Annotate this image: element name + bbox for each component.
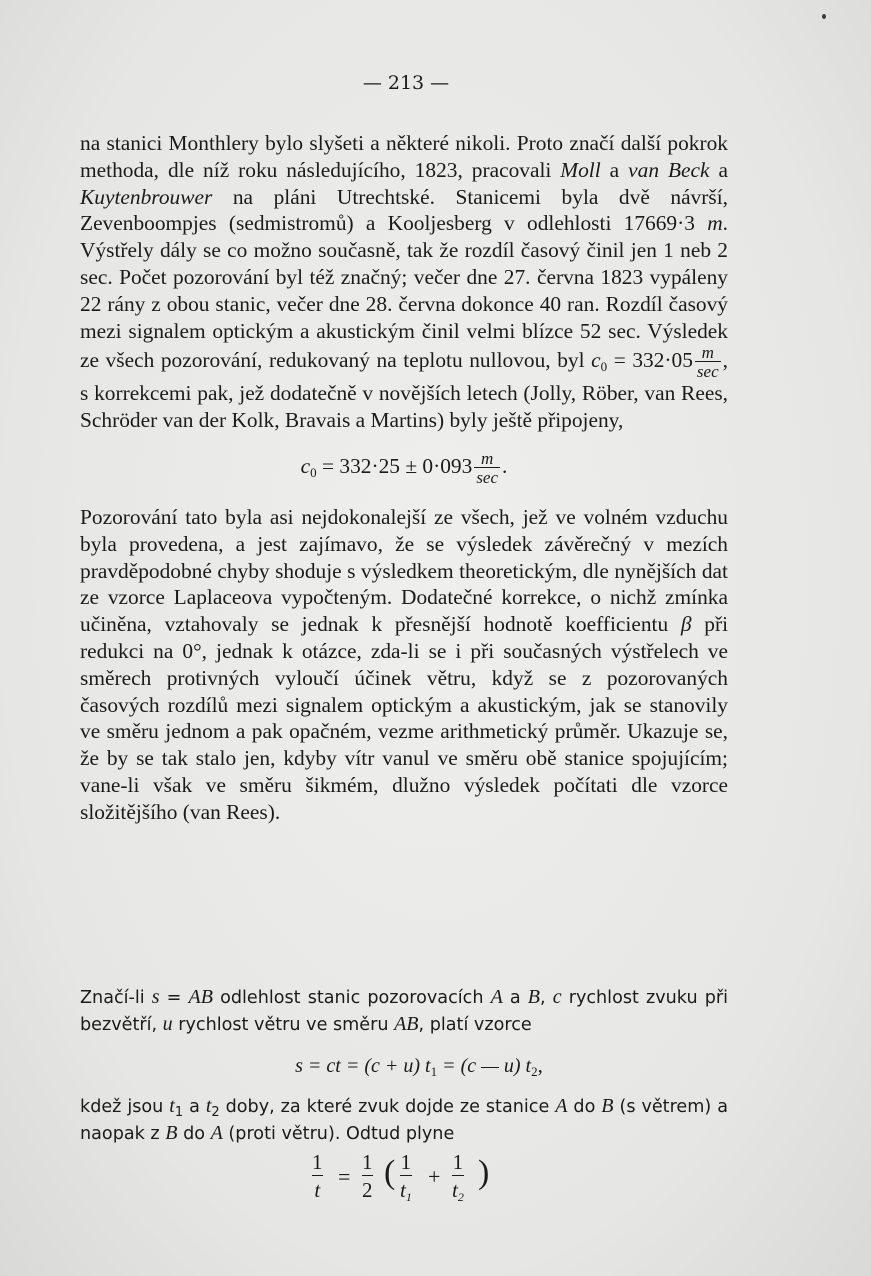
small-paragraph-2: kdež jsou $t_1$ a $t_2$ doby, za které zvuk dojde ze stanice A do B (s větrem) a naopak z B do A (proti větru). Odtud plyne bbox=[80, 1095, 728, 1144]
unit-symbol: m bbox=[707, 211, 723, 236]
inline-fraction: $\frac{m}{\sec}$ bbox=[696, 343, 719, 382]
author-name: Moll bbox=[560, 157, 601, 182]
right-paren: ) bbox=[478, 1154, 490, 1191]
paragraph-2: Pozorování tato byla asi nejdokonalejší ze všech, jež ve volném vzduchu byla provedena, a jest zajímavo, že se výsledek závěrečný v mezích pravděpodobné chyby shoduje s výsledkem theoretickým, dle nynějších dat ze vzorce Laplaceova vypočteným. Dodatečné korrekce, o nichž zmínka učiněna, vztahovaly se jednak k přesnější hodnotě koefficientu β při redukci na 0°, jednak k otázce, zda-li se i při současných výstřelech ve směrech protivných vyloučí účinek větru, když se z pozorovaných časových rozdílů mezi signalem optickým a akustickým, jak se stanovily ve směru jednom a pak opačném, vezme arithmetický průměr. Ukazuje se, že by se tak stalo jen, kdyby vítr vanul ve směru obě stanice spojujícím; vane-li však ve směru šikmém, dlužno výsledek počítati dle vzorce složitějšího (van Rees). bbox=[80, 504, 729, 824]
final-equation bbox=[300, 1150, 540, 1210]
fraction-1-over-t2: 1 $t_2$ bbox=[452, 1150, 464, 1204]
author-name: van Beck bbox=[628, 157, 710, 182]
small-paragraph-1: Značí-li s = AB odlehlost stanic pozorovacích A a B, c rychlost zvuku při bezvětří, u rychlost větru ve směru AB, platí vzorce bbox=[80, 986, 728, 1035]
equals-sign: = bbox=[338, 1164, 351, 1189]
author-name: Kuytenbrouwer bbox=[80, 184, 213, 209]
fraction-1-over-2: 1 2 bbox=[362, 1150, 373, 1202]
equation-s-ct: s = ct = (c + u) $t_1 = (c$ — u) $t_2$, bbox=[295, 1053, 543, 1079]
plus-sign: + bbox=[428, 1164, 441, 1189]
fraction-1-over-t: 1 t bbox=[312, 1150, 323, 1202]
paragraph-1: na stanici Monthlery bylo slyšeti a některé nikoli. Proto značí další pokrok methoda, dle níž roku následujícího, 1823, pracovali Moll a van Beck a Kuytenbrouwer na pláni Utrechtské. Stanicemi byla dvě návrší, Zevenboompjes (sedmistromů) a Kooljesberg v odlehlosti 17669·3 m. Výstřely dály se co možno současně, tak že rozdíl časový činil jen 1 neb 2 sec. Počet pozorování byl též značný; večer dne 27. června 1823 vypáleny 22 rány z obou stanic, večer dne 28. června dokonce 40 ran. Rozdíl časový mezi signalem optickým a akustickým činil velmi blízce 52 sec. Výsledek ze všech pozorování, redukovaný na teplotu nullovou, byl $c_0 = 332\cdot 05$ $\frac{m}{\sec}$ , s korrekcemi pak, jež dodatečně v novějších letech (Jolly, Röber, van Rees, Schröder van der Kolk, Bravais a Martins) byly ještě připojeny, bbox=[80, 131, 728, 433]
formula-c0: $c_0 = 332\cdot 25 \pm 0\cdot 093$ $\frac{m}{\sec}$ . bbox=[300, 448, 508, 487]
beta-symbol: β bbox=[680, 612, 692, 637]
formula-fraction: $\frac{m}{\sec}$ bbox=[476, 448, 499, 487]
left-paren: ( bbox=[384, 1154, 396, 1191]
fraction-1-over-t1: 1 $t_1$ bbox=[400, 1150, 412, 1204]
small-print-section bbox=[80, 984, 728, 1147]
page-number: — 213 — bbox=[362, 72, 450, 94]
paper-speck bbox=[822, 14, 826, 19]
main-text bbox=[80, 130, 728, 826]
c0-symbol: c bbox=[591, 348, 601, 373]
